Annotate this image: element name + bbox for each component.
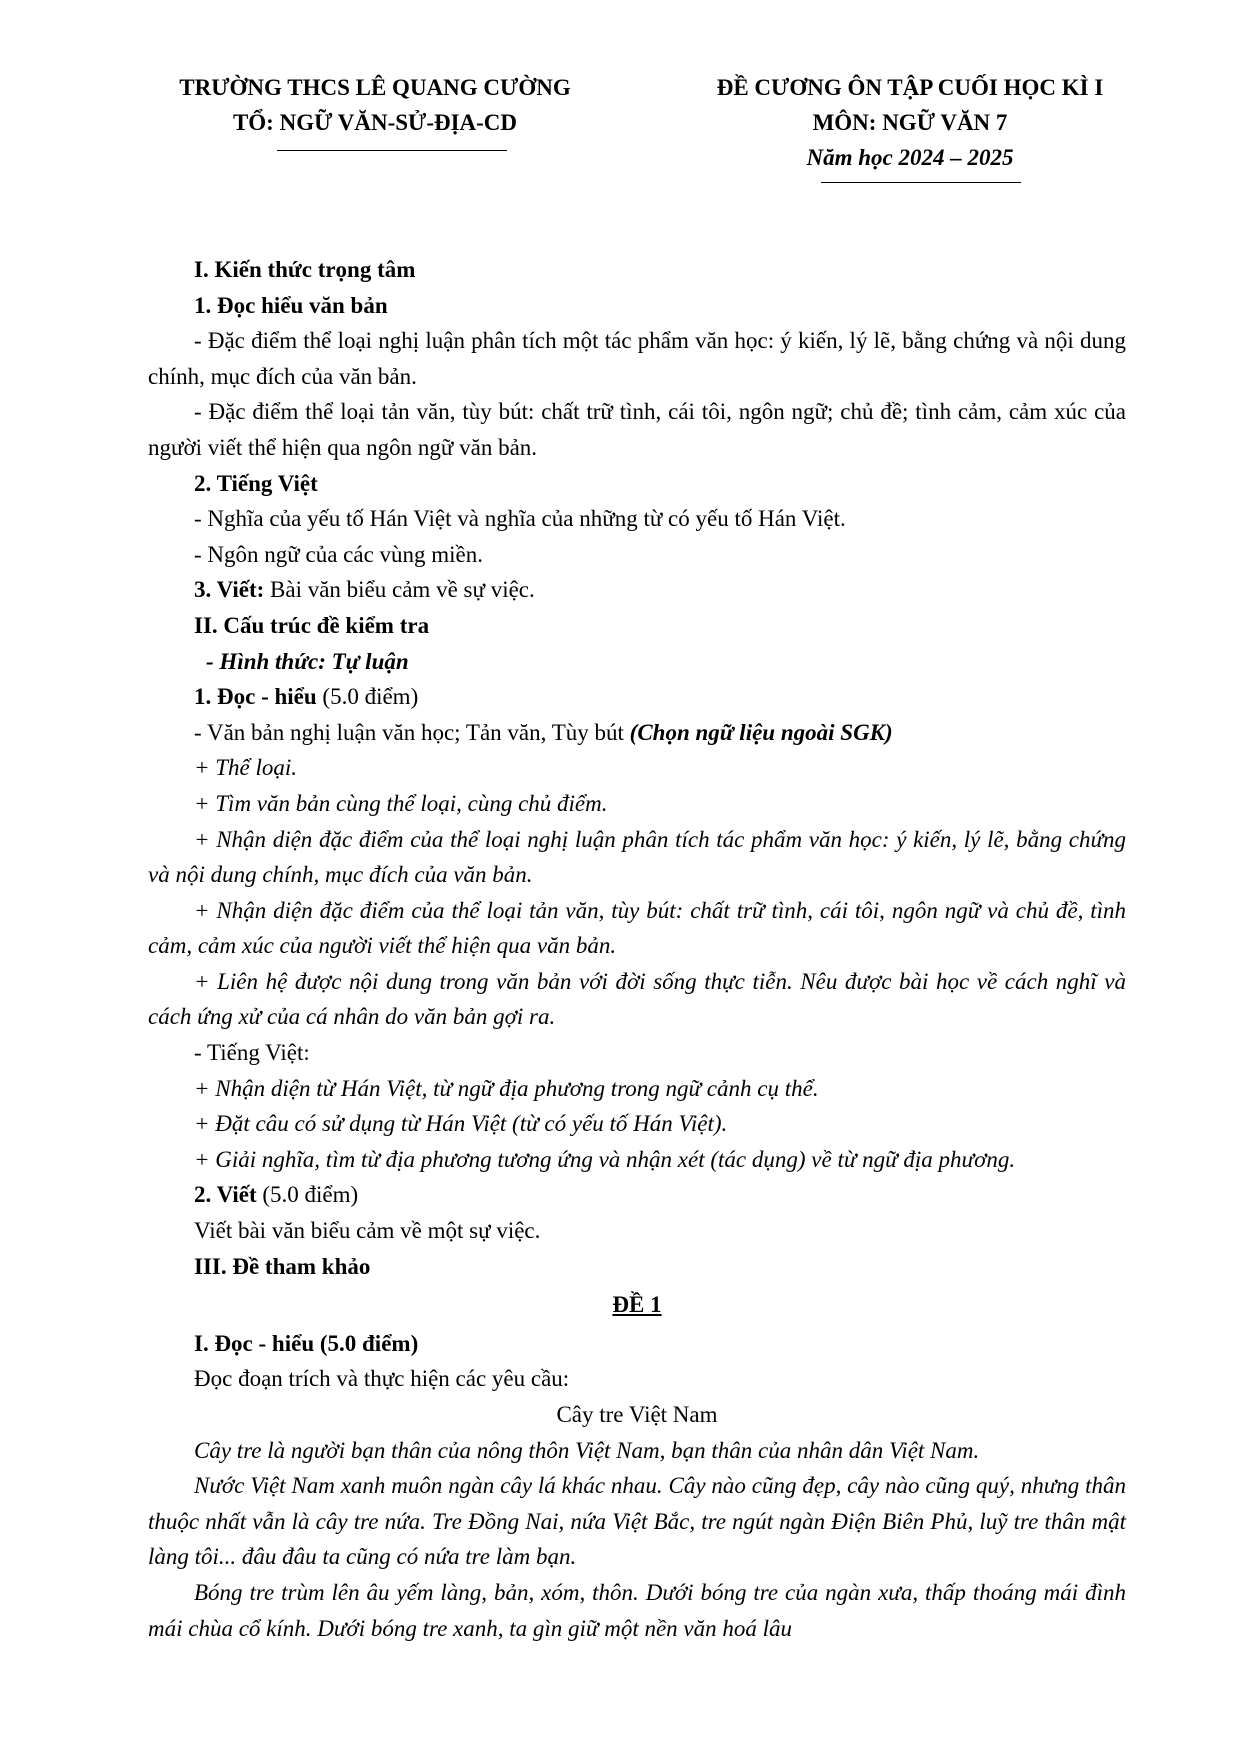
vietnamese-label: - Tiếng Việt: (194, 1040, 310, 1066)
reading-bullet: + Nhận diện đặc điểm của thể loại nghị luận phân tích tác phẩm văn học: ý kiến, lý lẽ, bằng chứng và nội dung chính, mục đích của văn bản. (148, 826, 1126, 888)
section-1-title: I. Kiến thức trọng tâm (194, 257, 416, 282)
reading-text: - Văn bản nghị luận văn học; Tản văn, Tùy bút (194, 719, 630, 745)
subject-name: MÔN: NGỮ VĂN 7 (812, 110, 1008, 135)
section-2-title: II. Cấu trúc đề kiểm tra (194, 612, 430, 638)
reading-title: 1. Đọc hiểu văn bản (194, 292, 388, 318)
header-divider-left (277, 150, 507, 151)
writing-heading (148, 1177, 1126, 1213)
passage-title: Cây tre Việt Nam (556, 1402, 718, 1427)
writing-line (148, 572, 1126, 608)
passage-paragraph: Cây tre là người bạn thân của nông thôn Việt Nam, bạn thân của nhân dân Việt Nam. (194, 1437, 980, 1463)
vietnamese-title: 2. Tiếng Việt (194, 470, 318, 496)
reading-item-2: - Đặc điểm thể loại tản văn, tùy bút: chất trữ tình, cái tôi, ngôn ngữ; chủ đề; tình cảm, cảm xúc của người viết thể hiện qua ngôn ngữ văn bản. (148, 399, 1126, 460)
writing-label: 3. Viết: (194, 577, 265, 603)
document-header (672, 70, 1148, 175)
header-divider-right (821, 182, 1021, 183)
reading-bullet: + Liên hệ được nội dung trong văn bản với đời sống thực tiễn. Nêu được bài học về cách nghĩ và cách ứng xử của cá nhân do văn bản gợi ra. (148, 968, 1126, 1030)
vietnamese-bullet: + Nhận diện từ Hán Việt, từ ngữ địa phương trong ngữ cảnh cụ thể. (194, 1075, 819, 1101)
vietnamese-item-1: - Nghĩa của yếu tố Hán Việt và nghĩa của những từ có yếu tố Hán Việt. (194, 506, 846, 532)
part-title: I. Đọc - hiểu (5.0 điểm) (194, 1330, 419, 1356)
reading-points: (5.0 điểm) (316, 684, 419, 710)
exam-title: ĐỀ 1 (612, 1292, 662, 1318)
passage-paragraph: Nước Việt Nam xanh muôn ngàn cây lá khác nhau. Cây nào cũng đẹp, cây nào cũng quý, nhưng thân thuộc nhất vẫn là cây tre nứa. Tre Đồng Nai, nứa Việt Bắc, tre ngút ngàn Điện Biên Phủ, luỹ tre thân mật làng tôi... đâu đâu ta cũng có nứa tre làm bạn. (148, 1473, 1126, 1570)
reading-bullet: + Thể loại. (194, 755, 298, 781)
section-3-title: III. Đề tham khảo (194, 1253, 371, 1279)
exam-format: - Hình thức: Tự luận (206, 648, 409, 674)
vietnamese-bullet: + Đặt câu có sử dụng từ Hán Việt (từ có yếu tố Hán Việt). (194, 1111, 728, 1137)
document-title: ĐỀ CƯƠNG ÔN TẬP CUỐI HỌC KÌ I (716, 75, 1104, 100)
department-name: TỔ: NGỮ VĂN-SỬ-ĐỊA-CD (232, 110, 518, 135)
reading-note: (Chọn ngữ liệu ngoài SGK) (629, 719, 893, 745)
reading-materials (148, 715, 1126, 751)
vietnamese-item-2: - Ngôn ngữ của các vùng miền. (194, 541, 484, 567)
writing-text: Bài văn biểu cảm về sự việc. (264, 577, 535, 603)
writing-task: Viết bài văn biểu cảm về một sự việc. (194, 1218, 541, 1244)
instruction: Đọc đoạn trích và thực hiện các yêu cầu: (194, 1366, 570, 1392)
vietnamese-bullet: + Giải nghĩa, tìm từ địa phương tương ứng và nhận xét (tác dụng) về từ ngữ địa phương. (194, 1146, 1016, 1172)
reading-heading (148, 679, 1126, 715)
reading-bullet: + Nhận diện đặc điểm của thể loại tản văn, tùy bút: chất trữ tình, cái tôi, ngôn ngữ và chủ đề, tình cảm, cảm xúc của người viết thể hiện qua văn bản. (148, 897, 1126, 959)
writing-label-2: 2. Viết (194, 1182, 257, 1208)
passage-paragraph: Bóng tre trùm lên âu yếm làng, bản, xóm, thôn. Dưới bóng tre của ngàn xưa, thấp thoáng mái đình mái chùa cổ kính. Dưới bóng tre xanh, ta gìn giữ một nền văn hoá lâu (148, 1579, 1126, 1641)
reading-bullet: + Tìm văn bản cùng thể loại, cùng chủ điểm. (194, 790, 608, 816)
writing-points: (5.0 điểm) (256, 1182, 359, 1208)
reading-item-1: - Đặc điểm thể loại nghị luận phân tích một tác phẩm văn học: ý kiến, lý lẽ, bằng chứng và nội dung chính, mục đích của văn bản. (148, 328, 1126, 389)
school-name: TRƯỜNG THCS LÊ QUANG CƯỜNG (179, 75, 571, 100)
school-year: Năm học 2024 – 2025 (806, 145, 1014, 170)
reading-label: 1. Đọc - hiểu (194, 684, 317, 710)
document-body (148, 252, 1126, 1646)
school-header (140, 70, 610, 140)
